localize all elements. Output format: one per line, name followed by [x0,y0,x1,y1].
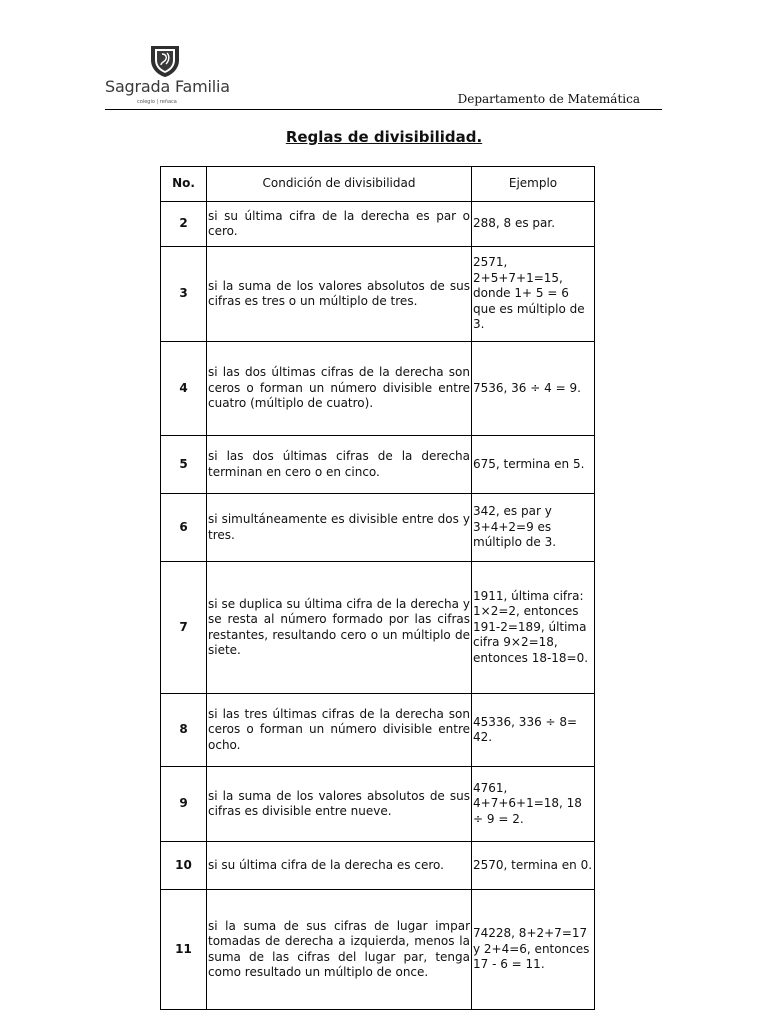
rule-example: 2570, termina en 0. [472,842,595,890]
rule-condition: si las dos últimas cifras de la derecha son ceros o forman un número divisible entre cuatro (múltiplo de cuatro). [207,342,472,436]
table-header-row [161,167,595,202]
rule-condition: si se duplica su última cifra de la derecha y se resta al número formado por las cifras restantes, resultando cero o un múltiplo de siete. [207,562,472,694]
rule-example: 4761, 4+7+6+1=18, 18 ÷ 9 = 2. [472,767,595,842]
table-row [161,890,595,1010]
rule-condition: si su última cifra de la derecha es cero. [207,842,472,890]
table-row [161,694,595,767]
table-row [161,202,595,247]
rule-example: 74228, 8+2+7=17 y 2+4=6, entonces 17 - 6 = 11. [472,890,595,1010]
table-row [161,562,595,694]
table-row [161,342,595,436]
rule-number: 6 [161,494,207,562]
table-row [161,247,595,342]
table-row [161,494,595,562]
rule-number: 9 [161,767,207,842]
rule-example: 1911, última cifra: 1×2=2, entonces 191-2=189, última cifra 9×2=18, entonces 18-18=0. [472,562,595,694]
rule-condition: si la suma de sus cifras de lugar impar tomadas de derecha a izquierda, menos la suma de las cifras del lugar par, tenga como resultado un múltiplo de once. [207,890,472,1010]
rule-example: 342, es par y 3+4+2=9 es múltiplo de 3. [472,494,595,562]
rule-example: 7536, 36 ÷ 4 = 9. [472,342,595,436]
table-row [161,767,595,842]
rule-number: 5 [161,436,207,494]
rule-example: 2571, 2+5+7+1=15, donde 1+ 5 = 6 que es múltiplo de 3. [472,247,595,342]
table-row [161,436,595,494]
rule-condition: si simultáneamente es divisible entre dos y tres. [207,494,472,562]
rule-example: 45336, 336 ÷ 8= 42. [472,694,595,767]
rule-number: 11 [161,890,207,1010]
rule-condition: si su última cifra de la derecha es par o cero. [207,202,472,247]
column-header-no: No. [161,167,207,202]
table-row [161,842,595,890]
rule-condition: si las dos últimas cifras de la derecha terminan en cero o en cinco. [207,436,472,494]
header-divider [105,109,662,110]
page-title: Reglas de divisibilidad. [285,128,483,146]
rule-number: 10 [161,842,207,890]
column-header-condition: Condición de divisibilidad [207,167,472,202]
school-subtitle: colegio | reñaca [137,99,177,105]
rule-condition: si la suma de los valores absolutos de sus cifras es tres o un múltiplo de tres. [207,247,472,342]
rule-number: 8 [161,694,207,767]
rule-number: 7 [161,562,207,694]
rule-example: 288, 8 es par. [472,202,595,247]
rule-condition: si las tres últimas cifras de la derecha son ceros o forman un número divisible entre ocho. [207,694,472,767]
rule-number: 3 [161,247,207,342]
rule-number: 4 [161,342,207,436]
school-logo [105,44,230,122]
department-label: Departamento de Matemática [457,92,640,106]
shield-crest-icon [149,44,181,78]
rule-number: 2 [161,202,207,247]
rule-example: 675, termina en 5. [472,436,595,494]
column-header-example: Ejemplo [472,167,595,202]
divisibility-rules-table [160,166,595,1010]
school-name: Sagrada Familia [105,77,230,96]
rule-condition: si la suma de los valores absolutos de sus cifras es divisible entre nueve. [207,767,472,842]
